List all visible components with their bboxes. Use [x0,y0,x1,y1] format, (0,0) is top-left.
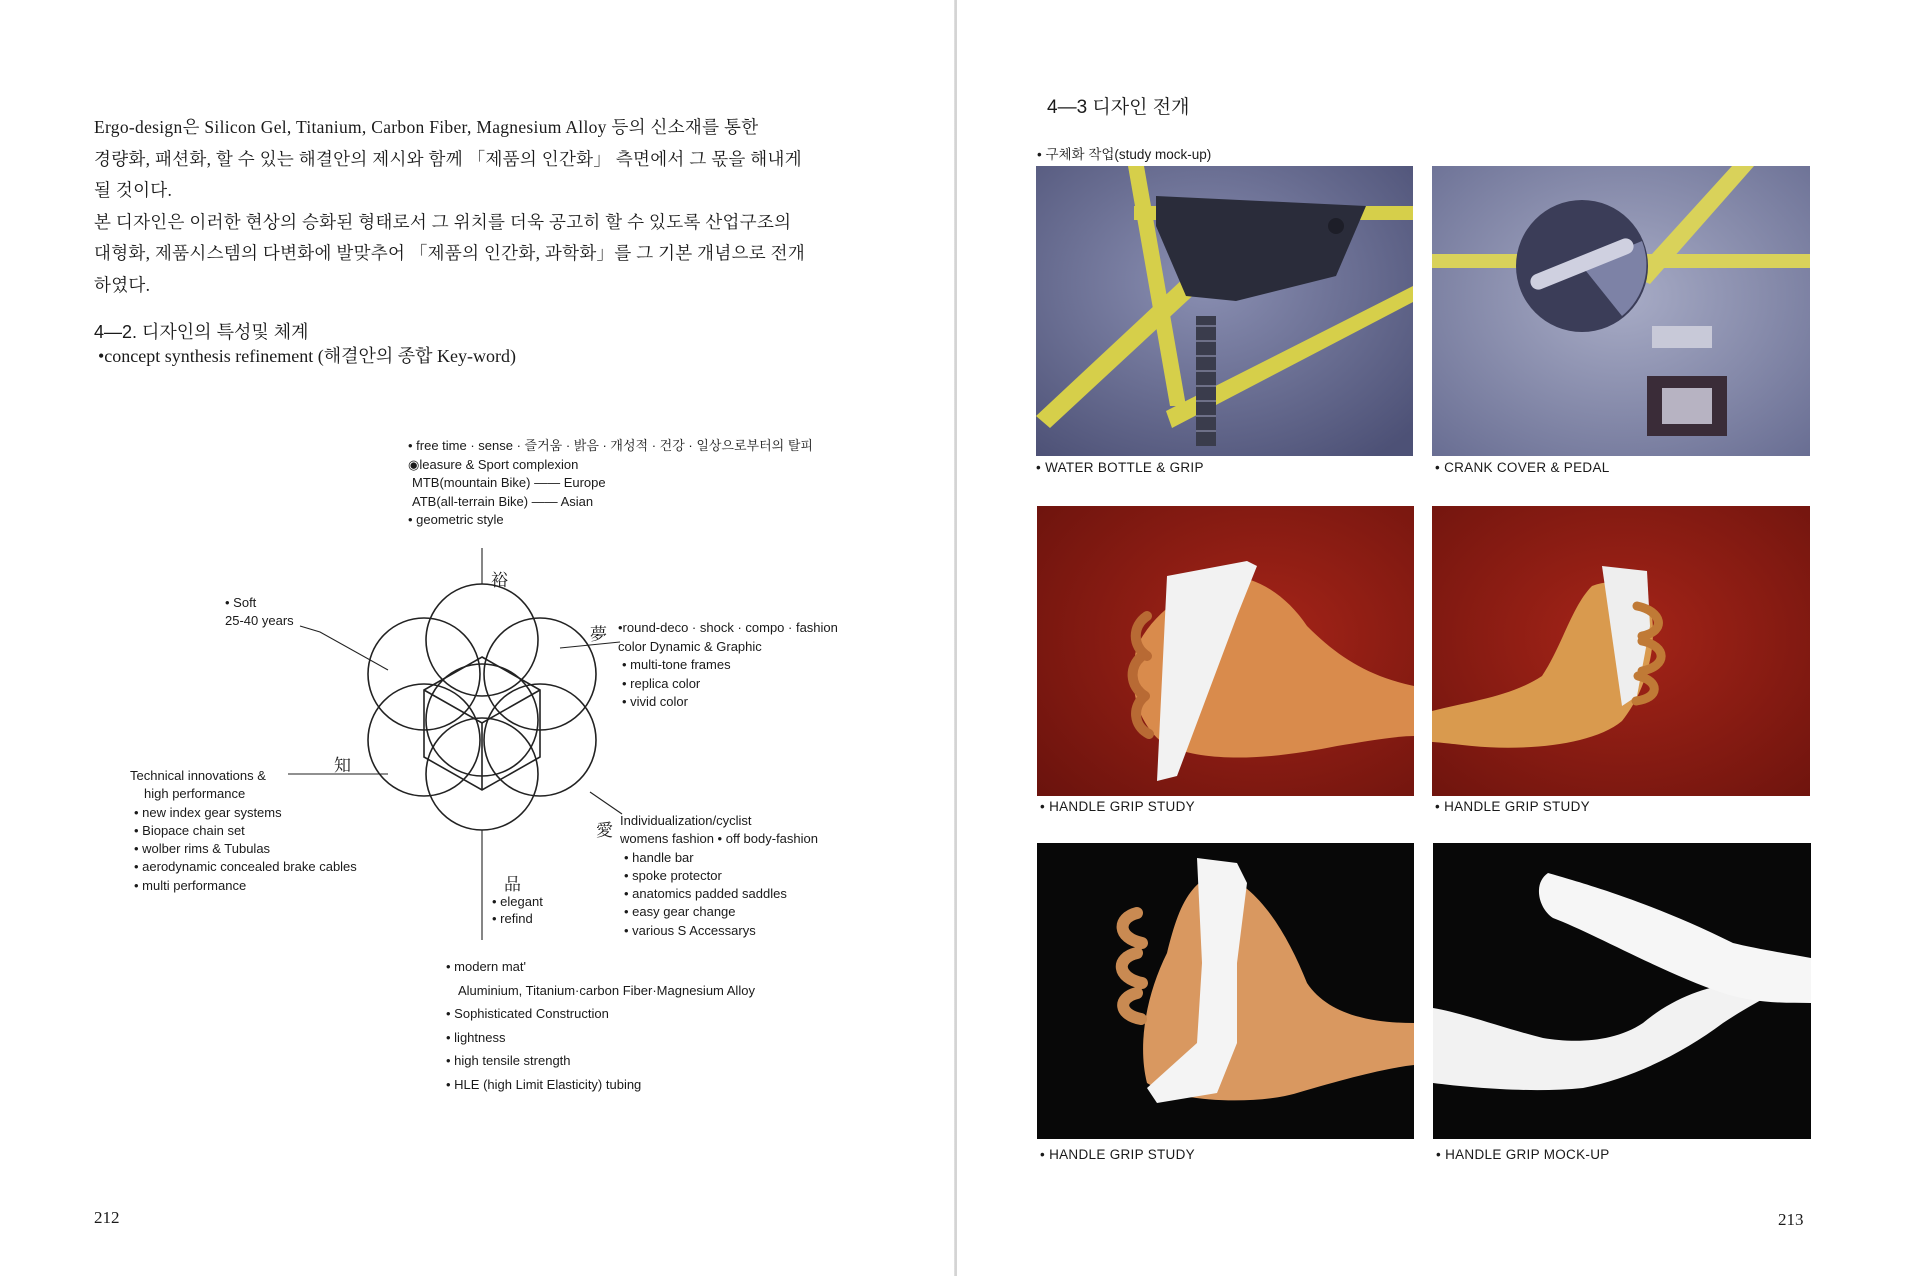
concept-diagram [0,0,955,1276]
diagram-text: • high tensile strength [446,1053,571,1068]
section-subtitle: •concept synthesis refinement (해결안의 종합 Key-word) [98,346,517,366]
diagram-text: •round-deco · shock · compo · fashion [618,620,838,635]
diagram-text: • handle bar [624,849,694,865]
diagram-text: Aluminium, Titanium·carbon Fiber·Magnesium Alloy [458,982,755,998]
diagram-text: Technical innovations & [130,768,266,783]
diagram-text: • various S Accessarys [624,922,756,938]
intro-line: Ergo-design은 Silicon Gel, Titanium, Carbon Fiber, Magnesium Alloy 등의 신소재를 통한 [94,117,759,137]
diagram-text: • lightness [446,1029,506,1045]
photo-handle-grip-mockup [1433,843,1811,1139]
diagram-bottom-small [492,893,543,927]
diagram-char-top: 裕 [491,571,508,590]
diagram-text: • replica color [622,675,701,691]
page-number-left: 212 [94,1208,120,1227]
diagram-text: • new index gear systems [134,804,282,820]
diagram-text: • vivid color [622,694,688,709]
diagram-text: • modern mat' [446,959,527,974]
diagram-text: • aerodynamic concealed brake cables [134,859,357,875]
diagram-right-bottom-block [620,812,818,940]
diagram-text: high performance [144,786,246,802]
diagram-top-block [408,437,813,530]
photo-water-bottle-grip-image [1036,166,1413,456]
section-title: 4—2. 디자인의 특성및 체계 [94,322,309,342]
intro-line: 될 것이다. [94,180,173,200]
page-number-right: 213 [1778,1210,1804,1229]
diagram-right-top-block [618,619,838,712]
diagram-text: • wolber rims & Tubulas [134,841,271,857]
diagram-text: • refind [492,911,533,926]
diagram-text: 25-40 years [225,613,294,628]
diagram-text: • multi performance [134,877,247,893]
diagram-char-right-top: 夢 [590,625,607,644]
diagram-text: • HLE (high Limit Elasticity) tubing [446,1076,642,1092]
diagram-text: ATB(all-terrain Bike) —— Asian [412,493,594,509]
photo-handle-grip-study-2-image [1432,506,1810,796]
photo-water-bottle-grip [1036,166,1413,456]
diagram-text: ◉leasure & Sport complexion [408,456,579,472]
diagram-text: • spoke protector [624,867,722,883]
photo-handle-grip-study-3 [1037,843,1414,1139]
photo-crank-cover-pedal [1432,166,1810,456]
right-section-title: 4—3 디자인 전개 [1047,97,1190,118]
diagram-text: womens fashion • off body-fashion [620,831,818,847]
diagram-text: • geometric style [408,512,504,527]
diagram-char-right-bottom: 愛 [596,821,613,840]
diagram-bottom-block [446,955,755,1096]
diagram-text: • anatomics padded saddles [624,886,787,902]
diagram-char-bottom: 品 [504,875,521,894]
caption-photo-4: • HANDLE GRIP STUDY [1435,799,1590,814]
caption-photo-6: • HANDLE GRIP MOCK-UP [1436,1147,1610,1162]
photo-handle-grip-study-1 [1037,506,1414,796]
right-section-subtitle: • 구체화 작업(study mock-up) [1037,147,1212,162]
intro-line: 하였다. [94,274,151,295]
caption-photo-3: • HANDLE GRIP STUDY [1040,799,1195,814]
diagram-text: • multi-tone frames [622,657,731,672]
intro-line: 본 디자인은 이러한 현상의 승화된 형태로서 그 위치를 더욱 공고히 할 수 있도록 산업구조의 [94,211,792,232]
diagram-soft-block [225,594,294,630]
intro-line: 경량화, 패션화, 할 수 있는 해결안의 제시와 함께 「제품의 인간화」 측면에서 그 몫을 해내게 [94,148,802,169]
diagram-text: • easy gear change [624,904,736,920]
diagram-text: • Sophisticated Construction [446,1006,609,1021]
photo-crank-cover-pedal-image [1432,166,1810,456]
diagram-text: • elegant [492,894,543,909]
diagram-text: • Soft [225,595,257,610]
diagram-text: • free time · sense · 즐거움 · 밝음 · 개성적 · 건강 · 일상으로부터의 탈피 [408,438,813,453]
caption-photo-2: • CRANK COVER & PEDAL [1435,460,1610,475]
caption-photo-5: • HANDLE GRIP STUDY [1040,1147,1195,1162]
caption-photo-1: • WATER BOTTLE & GRIP [1036,460,1204,475]
diagram-char-left: 知 [334,756,351,775]
photo-handle-grip-study-2 [1432,506,1810,796]
diagram-text: color Dynamic & Graphic [618,638,762,654]
photo-handle-grip-study-1-image [1037,506,1414,796]
diagram-text: Individualization/cyclist [620,813,752,828]
diagram-left-block [130,767,357,895]
photo-handle-grip-study-3-image [1037,843,1414,1139]
photo-handle-grip-mockup-image [1433,843,1811,1139]
intro-line: 대형화, 제품시스템의 다변화에 발맞추어 「제품의 인간화, 과학화」를 그 기본 개념으로 전개 [94,243,806,263]
diagram-text: • Biopace chain set [134,822,245,838]
diagram-text: MTB(mountain Bike) —— Europe [412,475,606,490]
